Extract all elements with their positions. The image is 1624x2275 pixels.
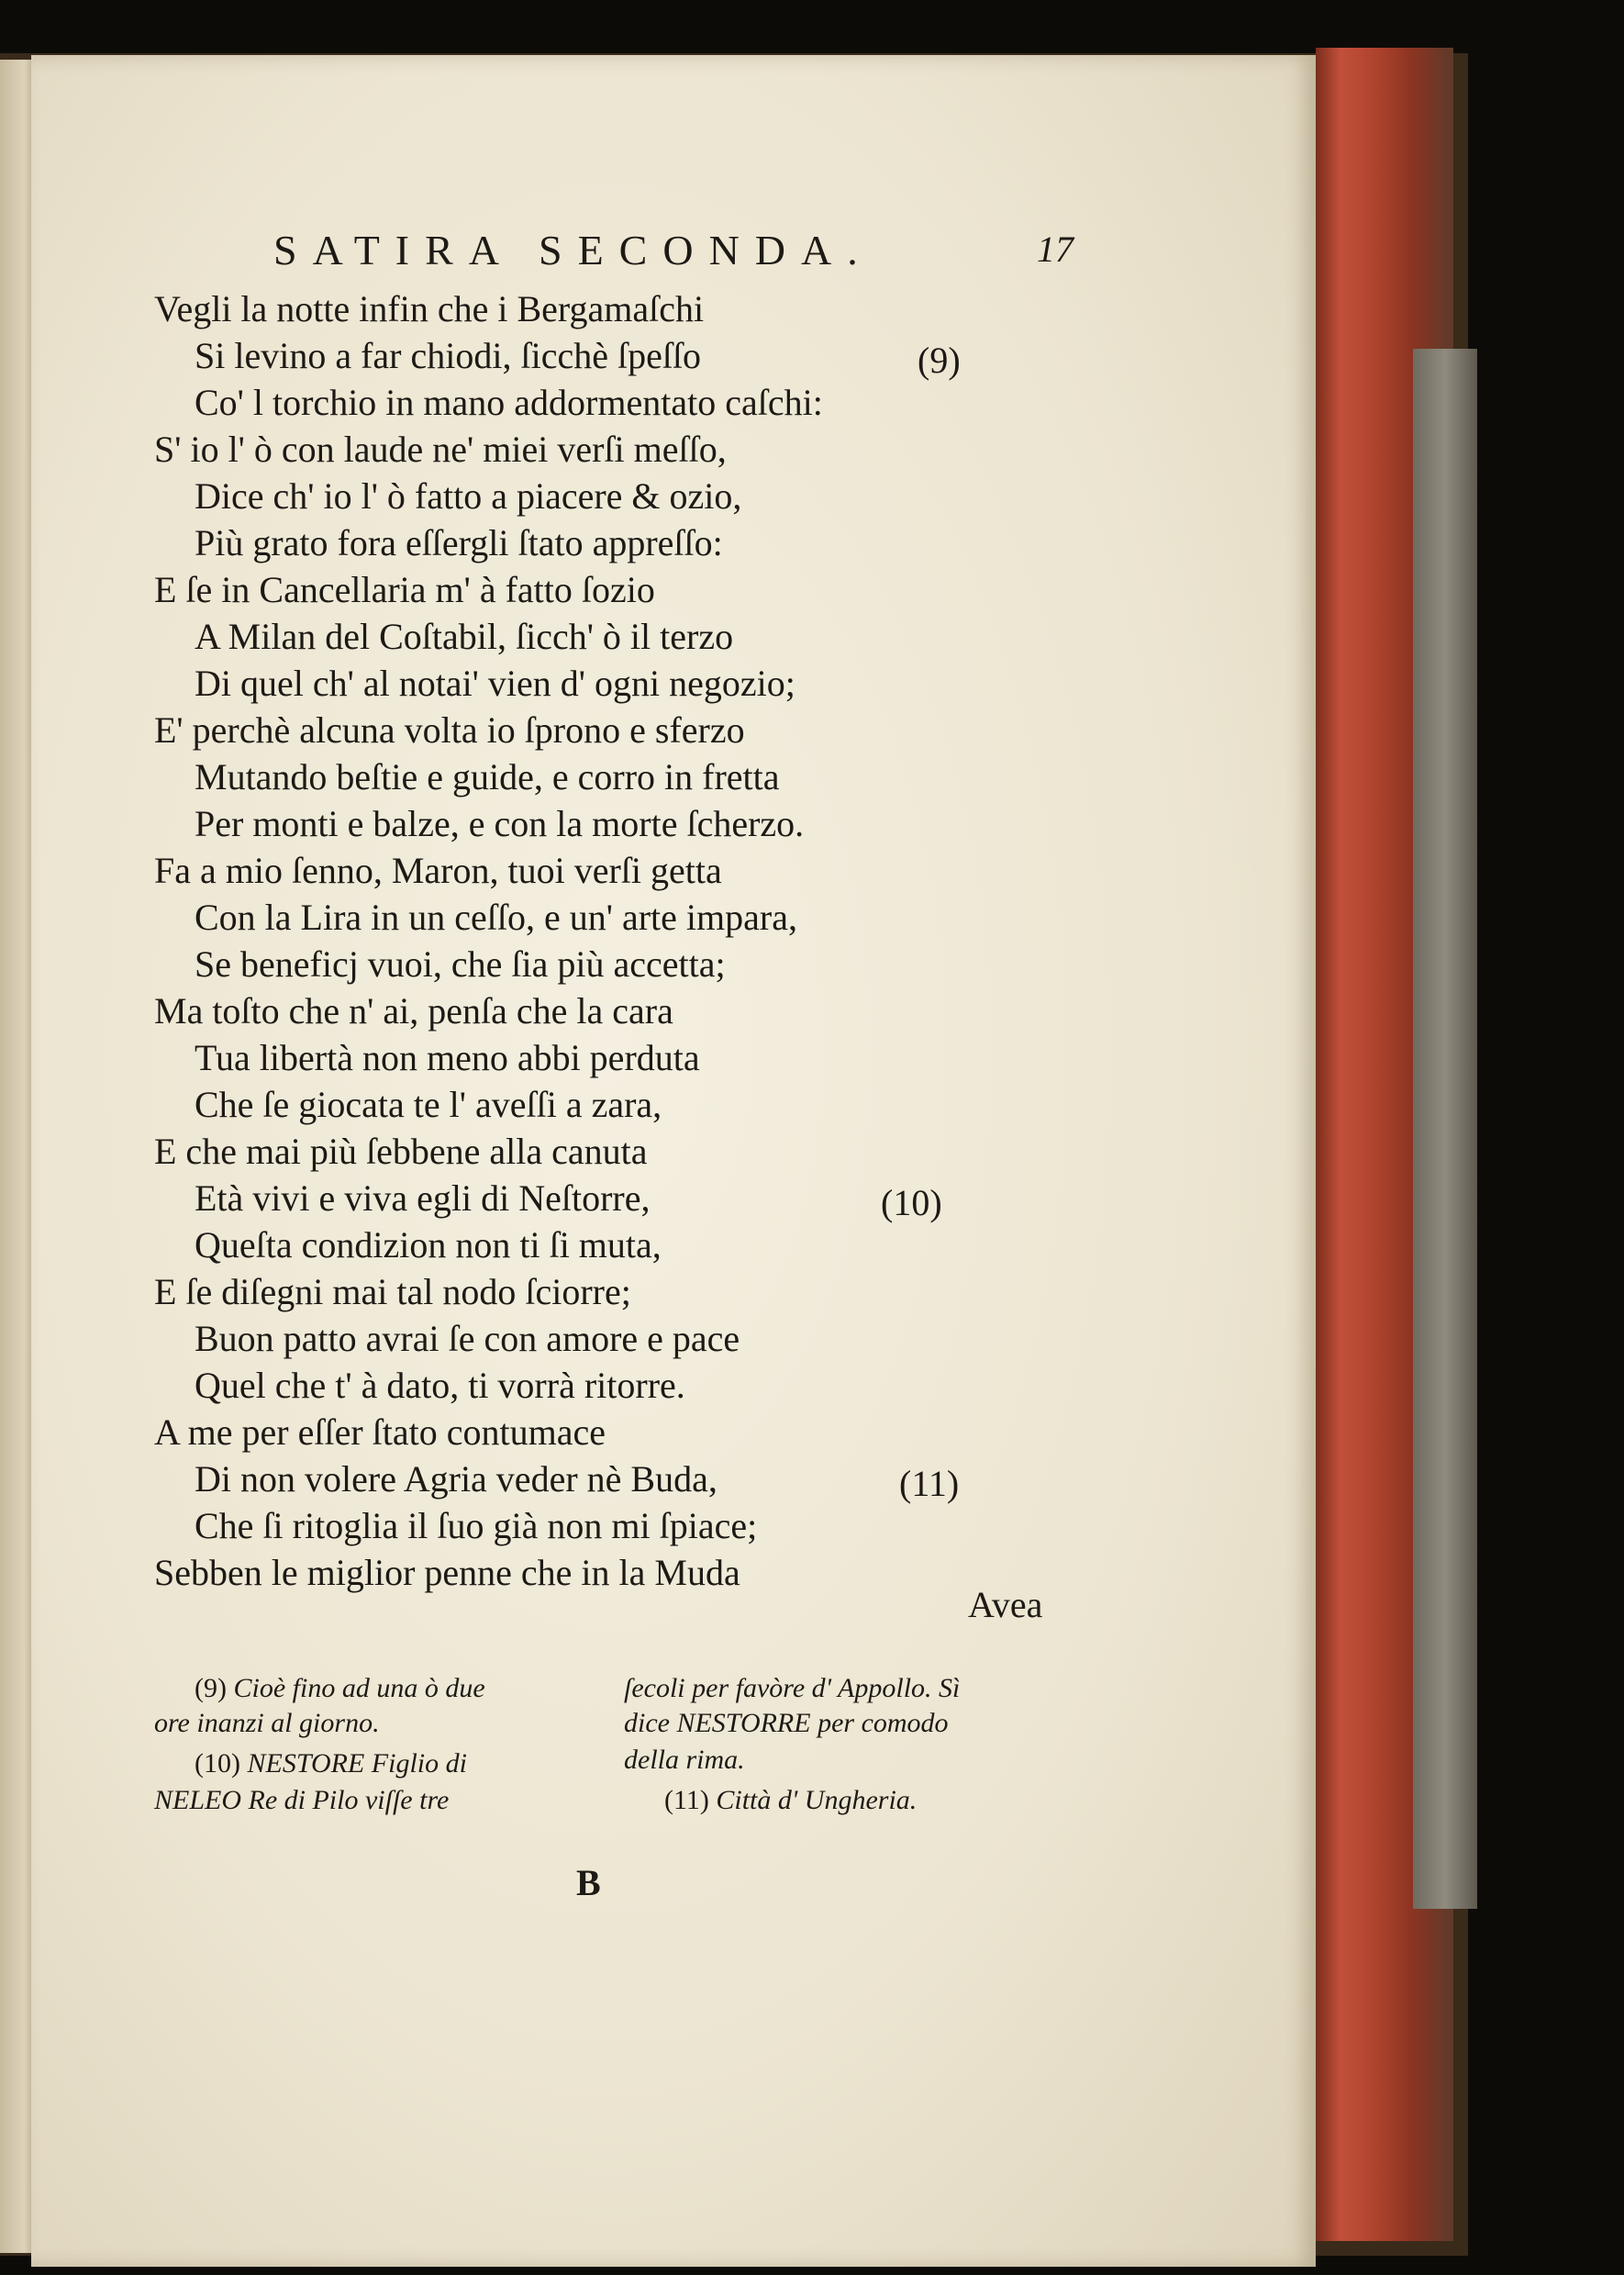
footnote-text: NELEO Re di Pilo viſſe tre	[154, 1785, 450, 1815]
footnote-text: ſecoli per favòre d' Appollo. Sì	[624, 1673, 961, 1703]
catchword: Avea	[968, 1584, 1043, 1625]
poem-line: Vegli la notte infin che i Bergamaſchi	[154, 288, 705, 329]
poem-line: Sebben le miglior penne che in la Muda	[154, 1552, 740, 1593]
footnote-text: ore inanzi al giorno.	[154, 1708, 380, 1738]
poem-line: Più grato fora eſſergli ſtato appreſſo:	[195, 522, 723, 563]
footnote-line	[664, 1782, 917, 1819]
footnote-line	[624, 1670, 960, 1707]
poem-line: Dice ch' io l' ò fatto a piacere & ozio,	[195, 475, 742, 517]
poem-line: Con la Lira in un ceſſo, e un' arte impara,	[195, 897, 797, 938]
binding-cover	[1413, 349, 1477, 1909]
signature-mark: B	[576, 1862, 601, 1903]
poem-line: Età vivi e viva egli di Neſtorre,	[195, 1177, 651, 1219]
footnote-number: (9)	[195, 1673, 227, 1703]
footnote-line	[195, 1670, 485, 1707]
footnote-text: dice NESTORRE per comodo	[624, 1708, 949, 1738]
page-number: 17	[1037, 229, 1073, 270]
poem-line: Queſta condizion non ti ſi muta,	[195, 1224, 662, 1266]
poem-line: S' io l' ò con laude ne' miei verſi meſſo,	[154, 429, 727, 470]
footnote-line	[624, 1705, 949, 1742]
footnote-line	[154, 1782, 449, 1819]
footnote-ref-10: (10)	[881, 1182, 942, 1223]
footnote-text: della rima.	[624, 1745, 745, 1775]
poem-line: Co' l torchio in mano addormentato caſchi:	[195, 382, 823, 423]
poem-line: A Milan del Coſtabil, ſicch' ò il terzo	[195, 616, 734, 657]
poem-line: E ſe diſegni mai tal nodo ſciorre;	[154, 1271, 631, 1312]
footnote-ref-11: (11)	[899, 1463, 960, 1504]
footnote-number: (11)	[664, 1785, 709, 1815]
poem-line: Quel che t' à dato, ti vorrà ritorre.	[195, 1365, 685, 1406]
poem-line: Fa a mio ſenno, Maron, tuoi verſi getta	[154, 850, 722, 891]
page-header	[0, 226, 1624, 290]
footnote-ref-9: (9)	[918, 340, 961, 381]
footnote-line	[195, 1745, 467, 1782]
footnote-number: (10)	[195, 1748, 240, 1779]
poem-line: Mutando beſtie e guide, e corro in fretta	[195, 756, 780, 797]
previous-page-edge	[0, 60, 35, 2253]
poem-line: Di non volere Agria veder nè Buda,	[195, 1458, 717, 1500]
footnote-text: NESTORE Figlio di	[247, 1748, 467, 1779]
poem-line: Se beneficj vuoi, che ſia più accetta;	[195, 943, 726, 985]
poem-line: Buon patto avrai ſe con amore e pace	[195, 1318, 740, 1359]
footnote-text: Cioè fino ad una ò due	[233, 1673, 485, 1703]
running-head: SATIRA SECONDA.	[273, 227, 873, 273]
poem-line: Che ſe giocata te l' aveſſi a zara,	[195, 1084, 662, 1125]
poem-line: Che ſi ritoglia il ſuo già non mi ſpiace;	[195, 1505, 758, 1546]
poem-line: Tua libertà non meno abbi perduta	[195, 1037, 700, 1078]
footnote-line	[154, 1705, 380, 1742]
poem-line: Di quel ch' al notai' vien d' ogni negozio;	[195, 663, 795, 704]
poem-line: E che mai più ſebbene alla canuta	[154, 1131, 648, 1172]
poem-line: Si levino a far chiodi, ſicchè ſpeſſo	[195, 335, 702, 376]
poem-line: E ſe in Cancellaria m' à fatto ſozio	[154, 569, 655, 610]
poem-line: Per monti e balze, e con la morte ſcherzo.	[195, 803, 805, 844]
poem-line: A me per eſſer ſtato contumace	[154, 1411, 606, 1453]
footnote-line	[624, 1742, 745, 1779]
poem-line: Ma toſto che n' ai, penſa che la cara	[154, 990, 673, 1032]
poem-line: E' perchè alcuna volta io ſprono e sferzo	[154, 709, 745, 751]
footnote-text: Città d' Ungheria.	[716, 1785, 918, 1815]
